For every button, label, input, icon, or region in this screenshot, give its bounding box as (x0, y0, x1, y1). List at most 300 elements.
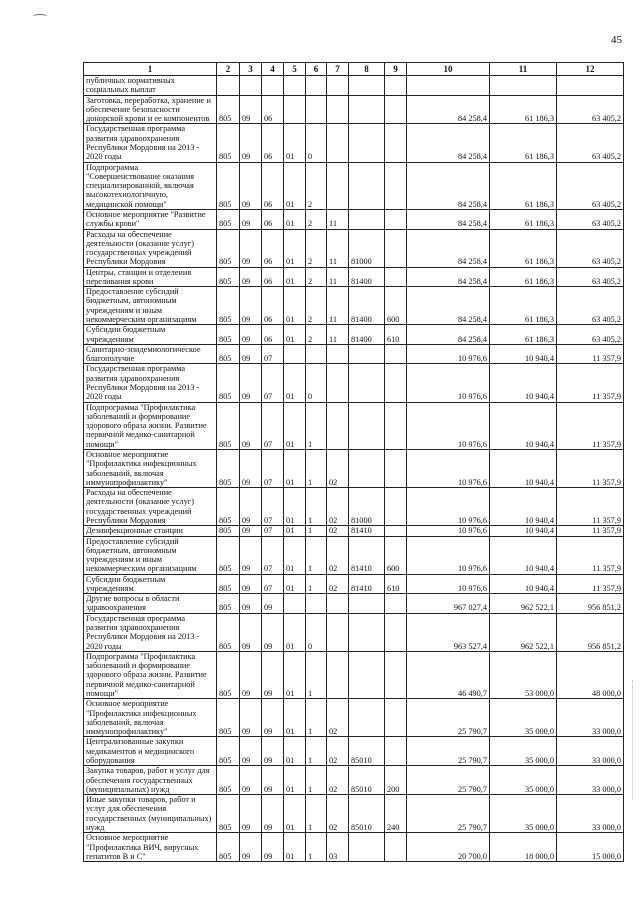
table-row (84, 613, 624, 651)
table-cell: 06 (262, 325, 284, 345)
table-cell: 09 (240, 795, 262, 833)
table-cell (284, 76, 306, 96)
table-cell (385, 488, 407, 526)
column-header: 3 (240, 63, 262, 76)
table-cell: 81410 (349, 526, 385, 536)
table-cell: 63 405,2 (557, 325, 624, 345)
column-header: 11 (490, 63, 557, 76)
table-header-row (84, 63, 624, 76)
table-cell: 10 976,6 (407, 526, 490, 536)
table-cell: 09 (240, 833, 262, 862)
table-cell: 63 405,2 (557, 229, 624, 267)
table-cell: 02 (327, 449, 349, 487)
table-cell (385, 162, 407, 209)
table-cell: 805 (217, 651, 240, 698)
table-cell: 09 (240, 651, 262, 698)
table-cell: 956 851,2 (557, 613, 624, 651)
table-cell: 09 (262, 766, 284, 795)
table-cell: 63 405,2 (557, 267, 624, 287)
table-cell: 200 (385, 766, 407, 795)
table-cell (327, 651, 349, 698)
table-cell: 33 000,0 (557, 766, 624, 795)
table-cell (306, 76, 327, 96)
table-cell: 10 976,6 (407, 364, 490, 402)
table-cell (349, 124, 385, 162)
table-cell: 61 186,3 (490, 95, 557, 124)
table-cell: 61 186,3 (490, 209, 557, 229)
table-cell: 01 (284, 162, 306, 209)
row-label-cell: Другие вопросы в области здравоохранения (84, 594, 217, 614)
table-cell (327, 364, 349, 402)
table-cell: 0 (306, 124, 327, 162)
table-cell: 1 (306, 536, 327, 574)
table-cell: 0 (306, 613, 327, 651)
table-cell: 2 (306, 287, 327, 325)
table-cell (349, 364, 385, 402)
row-label-cell: Субсидии бюджетным учреждениям (84, 574, 217, 594)
table-cell: 84 258,4 (407, 95, 490, 124)
table-cell (407, 76, 490, 96)
column-header: 9 (385, 63, 407, 76)
table-cell: 01 (284, 536, 306, 574)
table-cell (349, 344, 385, 364)
table-cell: 61 186,3 (490, 124, 557, 162)
table-cell (306, 95, 327, 124)
table-row (84, 574, 624, 594)
table-row (84, 344, 624, 364)
table-cell: 0 (306, 364, 327, 402)
table-cell: 11 (327, 287, 349, 325)
table-cell (349, 95, 385, 124)
table-cell: 10 976,6 (407, 402, 490, 449)
row-label-cell: Государственная программа развития здравоохранения Республики Мордовия на 2013 - 2020 годы (84, 364, 217, 402)
table-cell (349, 162, 385, 209)
page-number: 45 (611, 34, 622, 46)
table-cell: 02 (327, 795, 349, 833)
row-label-cell: Подпрограмма "Профилактика заболеваний и формирование здорового образа жизни. Развитие первичной медико-санитарной помощи" (84, 651, 217, 698)
table-cell: 63 405,2 (557, 162, 624, 209)
row-label-cell: Основное мероприятие "Развитие службы крови" (84, 209, 217, 229)
column-header: 1 (84, 63, 217, 76)
table-row (84, 229, 624, 267)
table-cell: 35 000,0 (490, 766, 557, 795)
column-header: 8 (349, 63, 385, 76)
table-cell: 09 (240, 229, 262, 267)
table-cell (385, 833, 407, 862)
table-cell: 01 (284, 795, 306, 833)
table-cell: 09 (240, 402, 262, 449)
table-cell: 10 940,4 (490, 364, 557, 402)
table-cell: 09 (240, 488, 262, 526)
table-body (84, 76, 624, 862)
table-cell: 85010 (349, 737, 385, 766)
table-row (84, 795, 624, 833)
table-cell: 84 258,4 (407, 267, 490, 287)
table-cell: 09 (240, 287, 262, 325)
table-cell: 35 000,0 (490, 795, 557, 833)
table-cell (262, 76, 284, 96)
table-cell: 1 (306, 766, 327, 795)
table-cell (385, 267, 407, 287)
column-header: 2 (217, 63, 240, 76)
table-cell: 06 (262, 229, 284, 267)
table-cell: 07 (262, 402, 284, 449)
table-cell: 35 000,0 (490, 737, 557, 766)
table-cell: 01 (284, 124, 306, 162)
row-label-cell: Государственная программа развития здравоохранения Республики Мордовия на 2013 - 2020 годы (84, 124, 217, 162)
table-cell: 11 357,9 (557, 344, 624, 364)
table-cell: 81410 (349, 574, 385, 594)
table-cell: 11 357,9 (557, 574, 624, 594)
table-cell: 53 000,0 (490, 651, 557, 698)
table-cell: 956 851,2 (557, 594, 624, 614)
table-cell (217, 76, 240, 96)
table-cell: 805 (217, 325, 240, 345)
table-cell (385, 526, 407, 536)
table-cell (385, 344, 407, 364)
table-cell: 81400 (349, 267, 385, 287)
table-cell: 01 (284, 833, 306, 862)
table-row (84, 402, 624, 449)
table-cell: 09 (262, 613, 284, 651)
table-cell: 84 258,4 (407, 325, 490, 345)
table-cell: 2 (306, 162, 327, 209)
table-cell: 805 (217, 364, 240, 402)
table-cell: 48 000,0 (557, 651, 624, 698)
table-cell (385, 613, 407, 651)
table-cell (385, 124, 407, 162)
scan-mark (33, 14, 47, 19)
table-cell: 805 (217, 795, 240, 833)
table-cell: 03 (327, 833, 349, 862)
table-row (84, 488, 624, 526)
row-label-cell: Предоставление субсидий бюджетным, автономным учреждениям и иным некоммерческим организациям (84, 536, 217, 574)
table-cell: 02 (327, 766, 349, 795)
table-cell: 18 000,0 (490, 833, 557, 862)
table-cell: 01 (284, 267, 306, 287)
table-cell: 805 (217, 162, 240, 209)
table-cell: 600 (385, 287, 407, 325)
table-cell: 805 (217, 594, 240, 614)
column-header: 6 (306, 63, 327, 76)
table-cell: 63 405,2 (557, 209, 624, 229)
table-cell: 11 357,9 (557, 402, 624, 449)
table-cell: 06 (262, 162, 284, 209)
table-cell: 84 258,4 (407, 162, 490, 209)
table-cell: 10 940,4 (490, 536, 557, 574)
table-cell: 11 357,9 (557, 449, 624, 487)
table-cell: 09 (262, 795, 284, 833)
table-cell (327, 402, 349, 449)
table-cell: 09 (240, 766, 262, 795)
table-row (84, 737, 624, 766)
table-cell: 84 258,4 (407, 209, 490, 229)
table-cell: 09 (240, 95, 262, 124)
table-cell (385, 209, 407, 229)
column-header: 7 (327, 63, 349, 76)
table-cell (385, 364, 407, 402)
table-cell: 33 000,0 (557, 737, 624, 766)
table-cell: 06 (262, 287, 284, 325)
table-cell (385, 651, 407, 698)
table-cell: 805 (217, 699, 240, 737)
table-cell: 09 (240, 162, 262, 209)
table-cell: 1 (306, 402, 327, 449)
table-cell: 07 (262, 344, 284, 364)
table-cell: 805 (217, 833, 240, 862)
column-header: 4 (262, 63, 284, 76)
table-cell: 11 357,9 (557, 536, 624, 574)
table-row (84, 325, 624, 345)
table-cell: 81410 (349, 536, 385, 574)
table-cell: 610 (385, 325, 407, 345)
table-cell (327, 162, 349, 209)
table-cell: 09 (240, 574, 262, 594)
row-label-cell: Государственная программа развития здравоохранения Республики Мордовия на 2013 - 2020 годы (84, 613, 217, 651)
table-cell: 35 000,0 (490, 699, 557, 737)
table-cell: 63 405,2 (557, 124, 624, 162)
table-row (84, 536, 624, 574)
table-row (84, 209, 624, 229)
table-cell (385, 95, 407, 124)
row-label-cell: Подпрограмма "Профилактика заболеваний и формирование здорового образа жизни. Развитие первичной медико-санитарной помощи" (84, 402, 217, 449)
table-cell: 01 (284, 287, 306, 325)
table-cell: 85010 (349, 795, 385, 833)
table-cell (385, 449, 407, 487)
row-label-cell: Основное мероприятие "Профилактика инфекционных заболеваний, включая иммунопрофилактику" (84, 699, 217, 737)
row-label-cell: Основное мероприятие "Профилактика ВИЧ, вирусных гепатитов В и С" (84, 833, 217, 862)
table-cell: 09 (240, 594, 262, 614)
table-cell: 11 357,9 (557, 488, 624, 526)
table-cell: 02 (327, 574, 349, 594)
table-cell: 10 940,4 (490, 402, 557, 449)
table-cell: 81000 (349, 229, 385, 267)
table-cell (349, 449, 385, 487)
table-cell: 84 258,4 (407, 124, 490, 162)
table-cell: 01 (284, 574, 306, 594)
table-cell: 600 (385, 536, 407, 574)
table-cell (385, 76, 407, 96)
table-cell: 09 (240, 209, 262, 229)
table-cell: 61 186,3 (490, 287, 557, 325)
table-cell: 01 (284, 209, 306, 229)
table-cell: 09 (240, 449, 262, 487)
table-cell: 07 (262, 574, 284, 594)
table-cell: 11 (327, 209, 349, 229)
table-cell (349, 651, 385, 698)
table-cell: 2 (306, 325, 327, 345)
row-label-cell: Расходы на обеспечение деятельности (оказание услуг) государственных учреждений Республики Мордовия (84, 488, 217, 526)
table-cell: 805 (217, 766, 240, 795)
table-cell: 81400 (349, 325, 385, 345)
table-row (84, 76, 624, 96)
table-cell: 10 940,4 (490, 526, 557, 536)
table-cell (349, 699, 385, 737)
table-cell: 01 (284, 699, 306, 737)
table-cell: 09 (240, 699, 262, 737)
table-cell: 01 (284, 449, 306, 487)
table-row (84, 124, 624, 162)
table-row (84, 449, 624, 487)
table-cell: 1 (306, 699, 327, 737)
table-cell: 10 940,4 (490, 344, 557, 364)
table-cell: 01 (284, 526, 306, 536)
table-cell: 81000 (349, 488, 385, 526)
table-cell: 01 (284, 364, 306, 402)
table-cell: 11 357,9 (557, 526, 624, 536)
table-cell (490, 76, 557, 96)
table-cell (349, 594, 385, 614)
table-cell: 963 527,4 (407, 613, 490, 651)
table-cell: 06 (262, 267, 284, 287)
table-cell (385, 229, 407, 267)
table-cell (385, 594, 407, 614)
table-cell (327, 594, 349, 614)
table-cell: 967 027,4 (407, 594, 490, 614)
table-cell (349, 76, 385, 96)
table-cell: 09 (240, 344, 262, 364)
table-cell: 805 (217, 536, 240, 574)
table-cell: 09 (262, 737, 284, 766)
table-cell: 1 (306, 795, 327, 833)
table-cell: 63 405,2 (557, 95, 624, 124)
table-cell: 01 (284, 488, 306, 526)
table-cell: 1 (306, 737, 327, 766)
table-row (84, 267, 624, 287)
table-cell: 09 (240, 267, 262, 287)
table-cell (349, 613, 385, 651)
table-cell: 10 976,6 (407, 488, 490, 526)
row-label-cell: Иные закупки товаров, работ и услуг для обеспечения государственных (муниципальных) нужд (84, 795, 217, 833)
table-cell: 09 (240, 613, 262, 651)
row-label-cell: Расходы на обеспечение деятельности (оказание услуг) государственных учреждений Республики Мордовия (84, 229, 217, 267)
table-cell: 61 186,3 (490, 267, 557, 287)
table-cell: 240 (385, 795, 407, 833)
table-cell: 10 976,6 (407, 536, 490, 574)
table-cell: 1 (306, 449, 327, 487)
table-cell (284, 344, 306, 364)
table-cell: 1 (306, 488, 327, 526)
table-cell: 805 (217, 95, 240, 124)
table-cell: 61 186,3 (490, 325, 557, 345)
table-cell (385, 402, 407, 449)
table-cell: 02 (327, 526, 349, 536)
table-cell: 81400 (349, 287, 385, 325)
row-label-cell: Дезинфекционные станции (84, 526, 217, 536)
table-cell: 09 (240, 325, 262, 345)
table-cell: 11 (327, 229, 349, 267)
table-cell (284, 95, 306, 124)
table-cell: 33 000,0 (557, 795, 624, 833)
table-cell: 01 (284, 613, 306, 651)
table-cell: 07 (262, 526, 284, 536)
table-row (84, 651, 624, 698)
table-cell: 10 976,6 (407, 449, 490, 487)
column-header: 5 (284, 63, 306, 76)
table-cell: 805 (217, 488, 240, 526)
table-cell: 962 522,1 (490, 594, 557, 614)
table-cell: 15 000,0 (557, 833, 624, 862)
table-cell (327, 344, 349, 364)
table-cell: 01 (284, 737, 306, 766)
table-cell: 11 357,9 (557, 364, 624, 402)
table-cell: 2 (306, 229, 327, 267)
table-cell: 01 (284, 766, 306, 795)
table-cell: 63 405,2 (557, 287, 624, 325)
table-cell: 09 (262, 594, 284, 614)
table-cell: 02 (327, 488, 349, 526)
table-row (84, 95, 624, 124)
table-cell: 09 (240, 526, 262, 536)
table-cell: 25 790,7 (407, 795, 490, 833)
row-label-cell: публичных нормативных социальных выплат (84, 76, 217, 96)
table-cell (327, 76, 349, 96)
table-cell: 25 790,7 (407, 699, 490, 737)
table-row (84, 287, 624, 325)
table-cell: 09 (240, 536, 262, 574)
table-cell: 1 (306, 574, 327, 594)
table-cell: 805 (217, 287, 240, 325)
row-label-cell: Санитарно-эпидемиологическое благополучие (84, 344, 217, 364)
table-cell: 25 790,7 (407, 766, 490, 795)
table-cell: 962 522,1 (490, 613, 557, 651)
table-cell: 85010 (349, 766, 385, 795)
table-cell: 10 940,4 (490, 488, 557, 526)
table-cell: 01 (284, 402, 306, 449)
table-cell (327, 613, 349, 651)
table-cell: 805 (217, 526, 240, 536)
table-cell: 10 976,6 (407, 574, 490, 594)
table-row (84, 364, 624, 402)
table-cell (327, 124, 349, 162)
table-row (84, 594, 624, 614)
table-cell: 20 700,0 (407, 833, 490, 862)
scan-speckle (632, 680, 634, 800)
table-cell: 805 (217, 267, 240, 287)
table-cell: 02 (327, 699, 349, 737)
row-label-cell: Центры, станции и отделения переливания крови (84, 267, 217, 287)
table-cell: 805 (217, 449, 240, 487)
table-row (84, 699, 624, 737)
table-cell: 02 (327, 737, 349, 766)
table-cell: 61 186,3 (490, 229, 557, 267)
table-cell: 610 (385, 574, 407, 594)
row-label-cell: Предоставление субсидий бюджетным, автономным учреждениям и иным некоммерческим организациям (84, 287, 217, 325)
table-cell: 01 (284, 325, 306, 345)
table-cell: 01 (284, 229, 306, 267)
table-cell: 11 (327, 325, 349, 345)
column-header: 12 (557, 63, 624, 76)
table-cell: 09 (262, 651, 284, 698)
table-cell: 805 (217, 229, 240, 267)
table-row (84, 766, 624, 795)
table-cell: 10 940,4 (490, 449, 557, 487)
table-cell: 10 976,6 (407, 344, 490, 364)
table-cell: 805 (217, 737, 240, 766)
row-label-cell: Основное мероприятие "Профилактика инфекционных заболеваний, включая иммунопрофилактику" (84, 449, 217, 487)
table-cell: 2 (306, 267, 327, 287)
budget-table (83, 62, 624, 862)
table-cell: 07 (262, 488, 284, 526)
table-cell: 07 (262, 449, 284, 487)
table-cell: 84 258,4 (407, 287, 490, 325)
table-cell: 805 (217, 124, 240, 162)
table-row (84, 833, 624, 862)
table-row (84, 526, 624, 536)
table-cell: 07 (262, 536, 284, 574)
row-label-cell: Централизованные закупки медикаментов и медицинского оборудования (84, 737, 217, 766)
table-cell (385, 699, 407, 737)
